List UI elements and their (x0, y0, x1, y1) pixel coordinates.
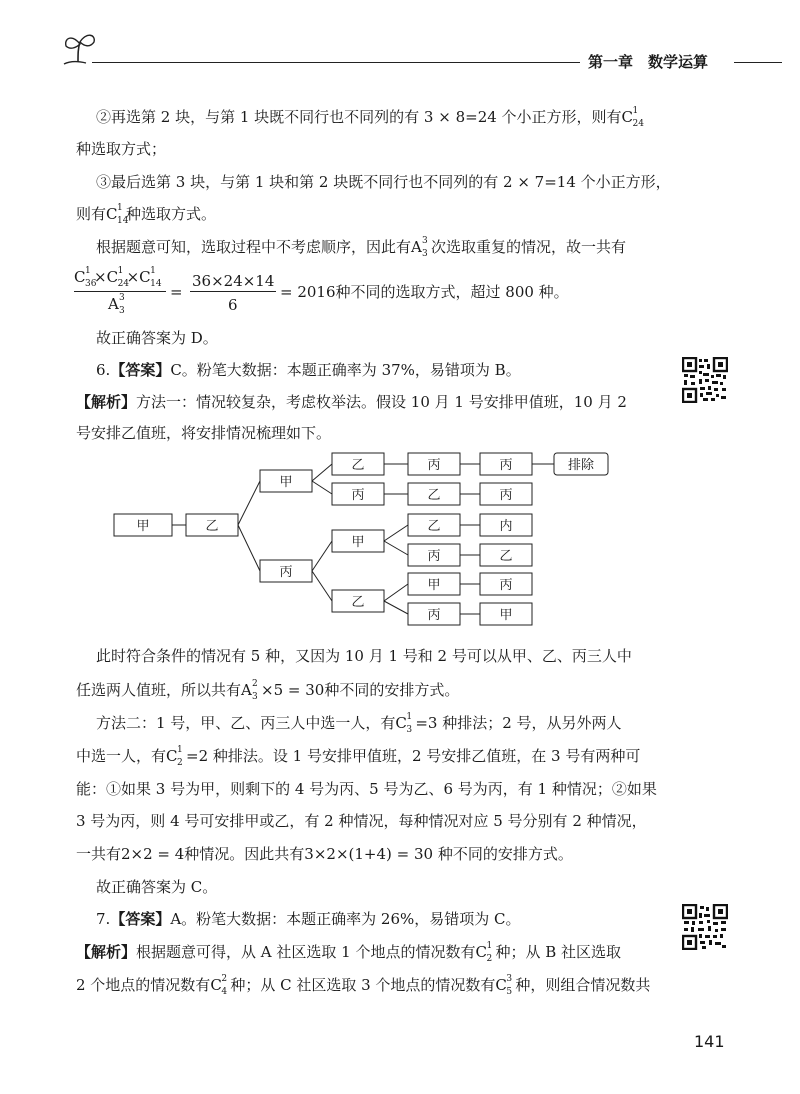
tree-label: 内 (499, 519, 513, 534)
tree-label: 甲 (279, 475, 293, 490)
q6-answer: 6.【答案】C。粉笔大数据：本题正确率为 37%，易错项为 B。 (96, 361, 521, 379)
tree-label: 丙 (427, 458, 441, 473)
q6-analysis-line2: 号安排乙值班，将安排情况梳理如下。 (76, 424, 332, 442)
formula-right-numerator: 36×24×14 (192, 272, 275, 290)
answer-q6: 故正确答案为 C。 (96, 878, 218, 896)
arrangement-symbol: A 3 3 (411, 235, 428, 259)
method2-line5: 一共有2×2 = 4种情况。因此共有3×2×(1+4) = 30 种不同的安排方式。 (76, 845, 573, 863)
tree-label: 乙 (351, 458, 365, 473)
formula-left-denominator: A 3 3 (108, 292, 125, 316)
tree-label: 排除 (567, 458, 595, 473)
paragraph-step3: ③最后选第 3 块，与第 1 块和第 2 块既不同行也不同列的有 2 × 7=14 个小正方形， (96, 173, 671, 191)
qr-code-icon[interactable] (682, 904, 728, 950)
formula-right-denominator: 6 (228, 296, 238, 314)
tree-label: 丙 (427, 608, 441, 623)
paragraph-step2: ②再选第 2 块，与第 1 块既不同行也不同列的有 3 × 8=24 个小正方形，则有 C 1 24 (96, 105, 644, 129)
q7-analysis-line2: 2 个地点的情况数有 C 2 4 种；从 C 社区选取 3 个地点的情况数有 C 3 5 种，则组合情况数共 (76, 973, 651, 997)
combination-symbol: C 1 24 (621, 105, 644, 129)
paragraph-step2-cont: 种选取方式； (76, 140, 167, 158)
paragraph-after-tree: 此时符合条件的情况有 5 种，又因为 10 月 1 号和 2 号可以从甲、乙、丙三人中 (96, 647, 632, 665)
paragraph-after-tree-cont: 任选两人值班，所以共有 A 2 3 ×5 = 30种不同的安排方式。 (76, 678, 460, 702)
method2-line4: 3 号为丙，则 4 号可安排甲或乙，有 2 种情况，每种情况对应 5 号分别有 2 种情况， (76, 812, 647, 830)
q6-analysis-line1: 【解析】方法一：情况较复杂，考虑枚举法。假设 10 月 1 号安排甲值班，10 月 2 (76, 393, 627, 411)
tree-label: 丙 (499, 458, 513, 473)
method2-line1: 方法二：1 号，甲、乙、丙三人中选一人，有 C 1 3 =3 种排法；2 号，从另外两人 (96, 711, 622, 735)
page-number: 141 (694, 1032, 725, 1051)
combination-symbol: C 1 14 (106, 202, 129, 226)
tree-label: 乙 (427, 488, 441, 503)
tree-label: 甲 (499, 608, 513, 623)
paragraph-step3-cont: 则有 C 1 14 种选取方式。 (76, 202, 217, 226)
arrangement-tree-diagram (110, 443, 630, 633)
answer-q5: 故正确答案为 D。 (96, 329, 218, 347)
q7-answer: 7.【答案】A。粉笔大数据：本题正确率为 26%，易错项为 C。 (96, 910, 521, 928)
tree-label: 丙 (499, 578, 513, 593)
sprout-logo-icon (60, 28, 100, 70)
tree-label: 丙 (427, 549, 441, 564)
tree-label: 乙 (351, 595, 365, 610)
tree-label: 甲 (351, 535, 365, 550)
formula-equals: = (170, 283, 183, 301)
header-rule-left (92, 62, 580, 63)
fraction-bar-right (190, 291, 276, 292)
qr-code-icon[interactable] (682, 357, 728, 403)
chapter-title: 第一章 数学运算 (588, 53, 709, 71)
tree-label: 丙 (499, 488, 513, 503)
formula-left-numerator: C 1 36 × C 1 24 × C 1 14 (74, 265, 162, 289)
tree-label: 乙 (499, 549, 513, 564)
method2-line3: 能：①如果 3 号为甲，则剩下的 4 号为丙、5 号为乙、6 号为丙，有 1 种情况；②如果 (76, 780, 657, 798)
tree-label: 丙 (351, 488, 365, 503)
tree-label: 乙 (205, 519, 219, 534)
q7-analysis-line1: 【解析】根据题意可得，从 A 社区选取 1 个地点的情况数有 C 1 2 种；从 B 社区选取 (76, 940, 622, 964)
paragraph-order: 根据题意可知，选取过程中不考虑顺序，因此有 A 3 3 次选取重复的情况，故一共有 (96, 235, 627, 259)
method2-line2: 中选一人，有 C 1 2 =2 种排法。设 1 号安排甲值班，2 号安排乙值班，在 3 号有两种可 (76, 744, 641, 768)
header-rule-right (734, 62, 782, 63)
formula-result: = 2016种不同的选取方式，超过 800 种。 (280, 283, 569, 301)
arrangement-symbol: A 2 3 (241, 678, 258, 702)
tree-label: 丙 (279, 565, 293, 580)
tree-label: 甲 (427, 578, 441, 593)
tree-label: 乙 (427, 519, 441, 534)
tree-label: 甲 (136, 519, 150, 534)
